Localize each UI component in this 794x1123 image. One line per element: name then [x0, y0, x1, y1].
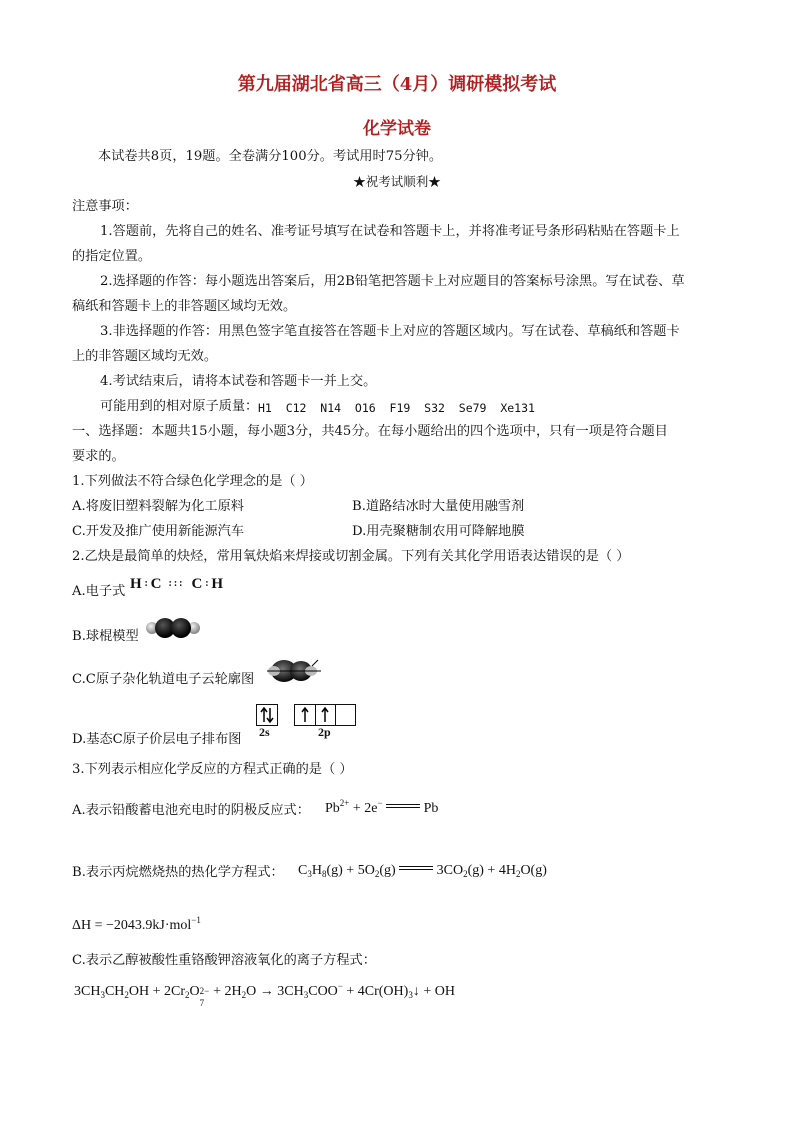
- orbital-label-2s: 2s: [259, 725, 270, 739]
- note-2-line1: 2.选择题的作答：每小题选出答案后，用2B铅笔把答题卡上对应题目的答案标号涂黑。写在试卷、草: [100, 274, 685, 289]
- unpaired-spin-arrows-icon: [295, 705, 355, 725]
- q2-option-a-label: A.电子式: [72, 584, 126, 599]
- wish-text: ★祝考试顺利★: [353, 174, 441, 189]
- carbon-symbol: C: [150, 576, 162, 592]
- q3-option-c-equation: $3CH_3CH_2OH + 2Cr_2O$ 2− 7 + $2H_2O \to 3CH_3COO^-$ + $4Cr(OH)_3↓$ + OH: [74, 981, 455, 1008]
- q3-option-b-equation: $C_3H_8(g) + 5O_2(g) 3CO_2(g) + 4H_2O(g)$: [298, 863, 547, 879]
- q2-option-c-label: C.C原子杂化轨道电子云轮廓图: [72, 672, 255, 687]
- q1-option-c: C.开发及推广使用新能源汽车: [72, 524, 245, 539]
- hybrid-orbital-cloud-icon: [266, 656, 322, 686]
- section1-line1: 一、选择题：本题共15小题，每小题3分，共45分。在每小题给出的四个选项中，只有一项是符合题目: [72, 424, 668, 439]
- notes-heading: 注意事项：: [72, 199, 138, 214]
- acetylene-electron-formula: [130, 576, 223, 593]
- q3-option-b-label: B.表示丙烷燃烧热的热化学方程式：: [72, 865, 284, 880]
- enthalpy-unit-exponent: −1: [191, 915, 201, 925]
- atomic-mass-values: H1 C12 N14 O16 F19 S32 Se79 Xe131: [258, 401, 535, 415]
- section1-line2: 要求的。: [72, 449, 125, 464]
- note-1-line2: 的指定位置。: [72, 249, 152, 264]
- ball-stick-model-icon: [144, 617, 202, 639]
- hydrogen-symbol: H: [130, 576, 142, 592]
- q3-option-b-enthalpy: [72, 915, 201, 934]
- note-3-line1: 3.非选择题的作答：用黑色签字笔直接答在答题卡上对应的答题区域内。写在试卷、草稿纸和答题卡: [100, 324, 680, 339]
- carbon-symbol: C: [191, 576, 203, 592]
- triple-bond-dots: :::: [168, 578, 185, 589]
- q3-option-a-label: A.表示铅酸蓄电池充电时的阴极反应式：: [72, 803, 310, 818]
- paired-spin-arrows-icon: [257, 705, 277, 725]
- subject-title: 化学试卷: [363, 119, 431, 139]
- orbital-label-2p: 2p: [318, 725, 331, 739]
- q1-option-b: B.道路结冰时大量使用融雪剂: [352, 499, 525, 514]
- orbital-box-2p: [294, 704, 356, 726]
- q1-option-d: D.用壳聚糖制农用可降解地膜: [352, 524, 525, 539]
- q3-stem: 3.下列表示相应化学反应的方程式正确的是（ ）: [72, 762, 353, 777]
- q2-stem: 2.乙炔是最简单的炔烃，常用氧炔焰来焊接或切割金属。下列有关其化学用语表达错误的是（ ）: [72, 549, 630, 564]
- q3-option-c-label: C.表示乙醇被酸性重铬酸钾溶液氧化的离子方程式：: [72, 953, 376, 968]
- note-3-line2: 上的非答题区域均无效。: [72, 349, 218, 364]
- enthalpy-value: ΔH = −2043.9kJ·mol: [72, 918, 192, 933]
- q1-stem: 1.下列做法不符合绿色化学理念的是（ ）: [72, 474, 313, 489]
- intro-text: 本试卷共8页，19题。全卷满分100分。考试用时75分钟。: [98, 149, 443, 164]
- note-2-line2: 稿纸和答题卡上的非答题区域均无效。: [72, 299, 297, 314]
- atomic-mass-label: 可能用到的相对原子质量：: [100, 399, 259, 414]
- q2-option-b-label: B.球棍模型: [72, 629, 139, 644]
- exam-title: 第九届湖北省高三（4月）调研模拟考试: [237, 74, 557, 95]
- note-1-line1: 1.答题前，先将自己的姓名、准考证号填写在试卷和答题卡上，并将准考证号条形码粘贴在答题卡上: [100, 224, 680, 239]
- hydrogen-symbol: H: [211, 576, 224, 592]
- note-4: 4.考试结束后，请将本试卷和答题卡一并上交。: [100, 374, 377, 389]
- q2-option-d-label: D.基态C原子价层电子排布图: [72, 732, 242, 747]
- shared-pair-dots: :: [144, 578, 148, 589]
- orbital-box-2s: [256, 704, 278, 726]
- q3-option-a-equation: $Pb^{2+} + 2e^-$ Pb: [325, 798, 439, 816]
- q1-option-a: A.将废旧塑料裂解为化工原料: [72, 499, 244, 514]
- shared-pair-dots: :: [205, 578, 209, 589]
